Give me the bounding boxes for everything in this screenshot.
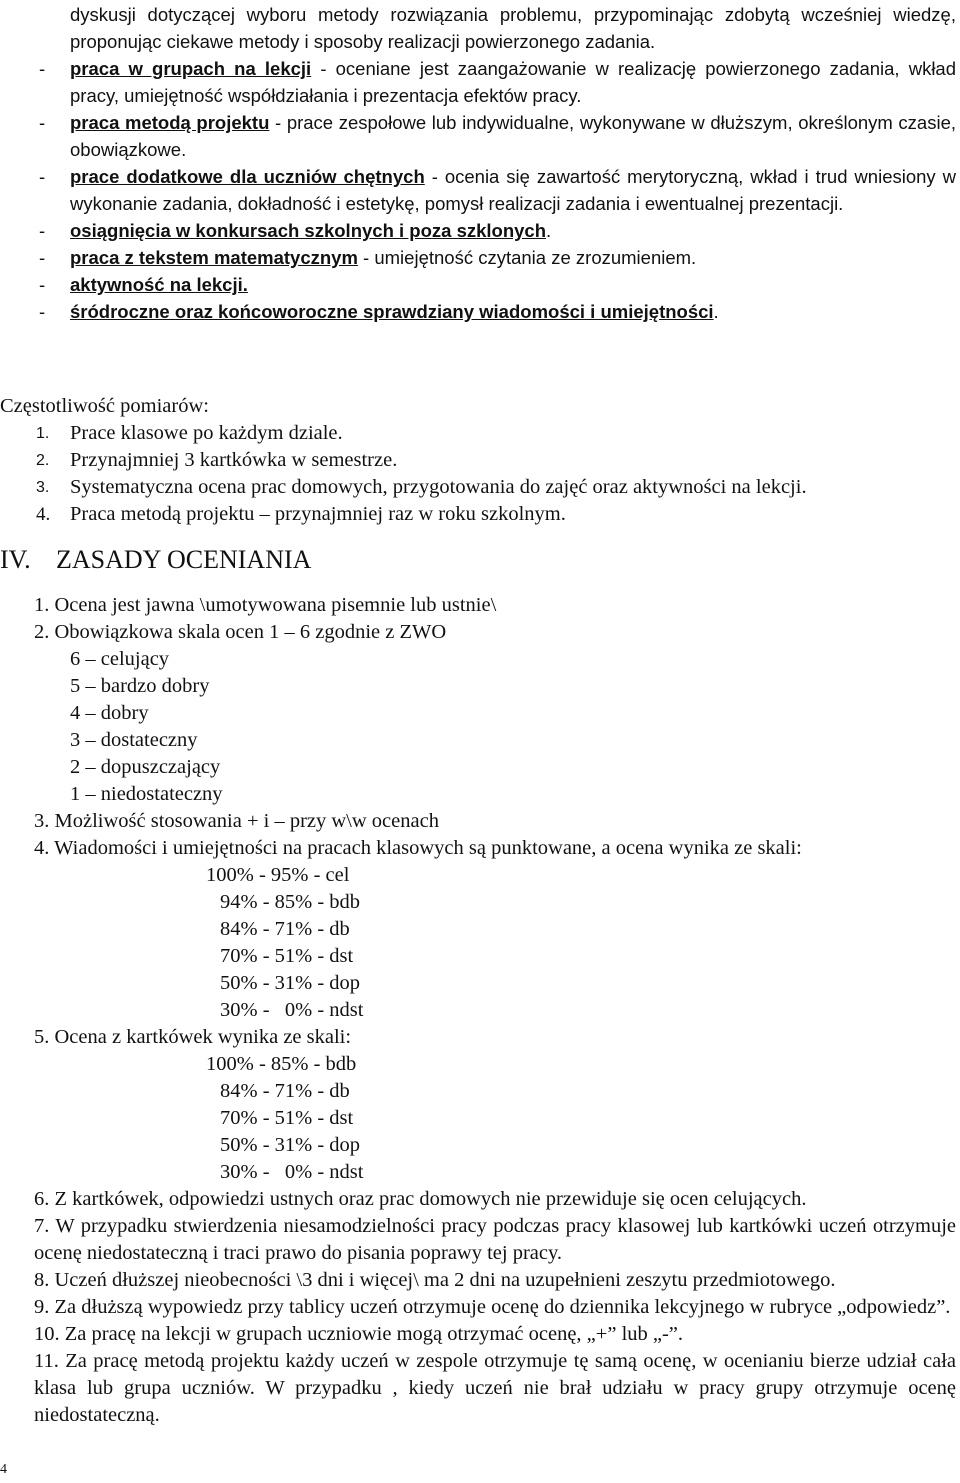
scale-row: 50% - 31% - dop bbox=[220, 972, 361, 994]
rule-3: 3. Możliwość stosowania + i – przy w\w ocenach bbox=[34, 810, 439, 832]
scale-row: 70% - 51% - dst bbox=[220, 945, 354, 967]
item-number: 1. bbox=[36, 425, 50, 442]
list-dash: - bbox=[39, 166, 46, 187]
list-dash: - bbox=[39, 58, 46, 79]
rule-11: 11. Za pracę metodą projektu każdy uczeń w zespole otrzymuje tę samą ocenę, w ocenianiu bierze udział cała klasa lub grupa uczniów. W przypadku , kiedy uczeń nie brał udziału w pracy grupy otrzymuje ocenę niedostateczną. bbox=[34, 1350, 956, 1426]
section-title: ZASADY OCENIANIA bbox=[56, 545, 312, 574]
grade-item: 4 – dobry bbox=[70, 702, 149, 724]
intro-continuation: dyskusji dotyczącej wyboru metody rozwiązania problemu, przypominając zdobytą wcześniej wiedzę, proponując ciekawe metody i sposoby realizacji powierzonego zadania. bbox=[70, 4, 956, 52]
rule-1: 1. Ocena jest jawna \umotywowana pisemnie lub ustnie\ bbox=[34, 594, 497, 616]
scale-row: 84% - 71% - db bbox=[220, 1080, 350, 1102]
assessment-forms-list bbox=[34, 1, 956, 325]
list-item-head: prace dodatkowe dla uczniów chętnych bbox=[70, 166, 425, 187]
list-dash: - bbox=[39, 301, 46, 322]
scale-row: 50% - 31% - dop bbox=[220, 1134, 361, 1156]
scale-row: 84% - 71% - db bbox=[220, 918, 350, 940]
list-dash: - bbox=[39, 112, 46, 133]
list-item bbox=[34, 55, 956, 109]
list-item-head: praca metodą projektu bbox=[70, 112, 270, 133]
rule-2: 2. Obowiązkowa skala ocen 1 – 6 zgodnie z ZWO bbox=[34, 621, 447, 643]
grade-item: 5 – bardzo dobry bbox=[70, 675, 210, 697]
list-item-text: - ocenia się zawartość merytoryczną, wkład i trud wniesiony w wykonanie zadania, dokładność i estetykę, pomysł realizacji zadania i ewentualnej prezentacji. bbox=[70, 166, 956, 214]
scale-row: 70% - 51% - dst bbox=[220, 1107, 354, 1129]
list-item bbox=[34, 244, 956, 271]
scale-row: 100% - 85% - bdb bbox=[206, 1053, 357, 1075]
list-item-text: . bbox=[713, 301, 719, 322]
item-text: Systematyczna ocena prac domowych, przygotowania do zajęć oraz aktywności na lekcji. bbox=[70, 476, 807, 498]
list-item bbox=[34, 298, 956, 325]
grade-item: 2 – dopuszczający bbox=[70, 756, 221, 778]
section-heading bbox=[0, 544, 311, 576]
list-item bbox=[0, 501, 960, 528]
rule-7: 7. W przypadku stwierdzenia niesamodzielności pracy podczas pracy klasowej lub kartkówki uczeń otrzymuje ocenę niedostateczną i traci prawo do pisania poprawy tej pracy. bbox=[34, 1215, 956, 1264]
scale-row: 30% - 0% - ndst bbox=[220, 1161, 364, 1183]
scale-row: 100% - 95% - cel bbox=[206, 864, 350, 886]
frequency-title: Częstotliwość pomiarów: bbox=[0, 395, 209, 417]
list-item bbox=[0, 420, 960, 447]
list-item-text: - umiejętność czytania ze zrozumieniem. bbox=[357, 247, 697, 268]
grade-item: 1 – niedostateczny bbox=[70, 783, 223, 805]
list-item-text: . bbox=[546, 220, 552, 241]
list-item bbox=[34, 217, 956, 244]
item-text: Prace klasowe po każdym dziale. bbox=[70, 422, 343, 444]
list-item-head: aktywność na lekcji. bbox=[70, 274, 248, 295]
frequency-section bbox=[0, 393, 960, 528]
rule-5: 5. Ocena z kartkówek wynika ze skali: bbox=[34, 1026, 352, 1048]
rule-10: 10. Za pracę na lekcji w grupach uczniowie mogą otrzymać ocenę, „+” lub „-”. bbox=[34, 1323, 684, 1345]
grading-rules bbox=[34, 592, 956, 1429]
scale-row: 94% - 85% - bdb bbox=[220, 891, 361, 913]
list-item-text: - prace zespołowe lub indywidualne, wykonywane w dłuższym, określonym czasie, obowiązkowe. bbox=[70, 112, 957, 160]
list-item bbox=[34, 109, 956, 163]
list-item-head: śródroczne oraz końcoworoczne sprawdziany wiadomości i umiejętności bbox=[70, 301, 714, 322]
grade-item: 3 – dostateczny bbox=[70, 729, 198, 751]
item-text: Praca metodą projektu – przynajmniej raz w roku szkolnym. bbox=[70, 503, 566, 525]
list-item-head: praca w grupach na lekcji bbox=[70, 58, 312, 79]
list-dash: - bbox=[39, 274, 46, 295]
item-number: 3. bbox=[36, 479, 50, 496]
list-dash: - bbox=[39, 220, 46, 241]
page-number: 4 bbox=[0, 1462, 7, 1477]
list-item-head: praca z tekstem matematycznym bbox=[70, 247, 358, 268]
item-number: 4. bbox=[36, 504, 51, 525]
section-number: IV. bbox=[0, 545, 31, 574]
scale-row: 30% - 0% - ndst bbox=[220, 999, 364, 1021]
rule-9: 9. Za dłuższą wypowiedz przy tablicy uczeń otrzymuje ocenę do dziennika lekcyjnego w rubryce „odpowiedz”. bbox=[34, 1296, 951, 1318]
list-item bbox=[0, 447, 960, 474]
list-item bbox=[34, 271, 956, 298]
item-number: 2. bbox=[36, 452, 50, 469]
list-item-text: - oceniane jest zaangażowanie w realizację powierzonego zadania, wkład pracy, umiejętność współdziałania i prezentacja efektów pracy. bbox=[70, 58, 957, 106]
grade-item: 6 – celujący bbox=[70, 648, 170, 670]
list-item bbox=[0, 474, 960, 501]
item-text: Przynajmniej 3 kartkówka w semestrze. bbox=[70, 449, 398, 471]
rule-8: 8. Uczeń dłuższej nieobecności \3 dni i więcej\ ma 2 dni na uzupełnieni zeszytu przedmiotowego. bbox=[34, 1269, 836, 1291]
list-item-head: osiągnięcia w konkursach szkolnych i poza szklonych bbox=[70, 220, 547, 241]
list-dash: - bbox=[39, 247, 46, 268]
rule-4: 4. Wiadomości i umiejętności na pracach klasowych są punktowane, a ocena wynika ze skali: bbox=[34, 837, 802, 859]
list-item bbox=[34, 163, 956, 217]
rule-6: 6. Z kartkówek, odpowiedzi ustnych oraz prac domowych nie przewiduje się ocen celujących. bbox=[34, 1188, 807, 1210]
